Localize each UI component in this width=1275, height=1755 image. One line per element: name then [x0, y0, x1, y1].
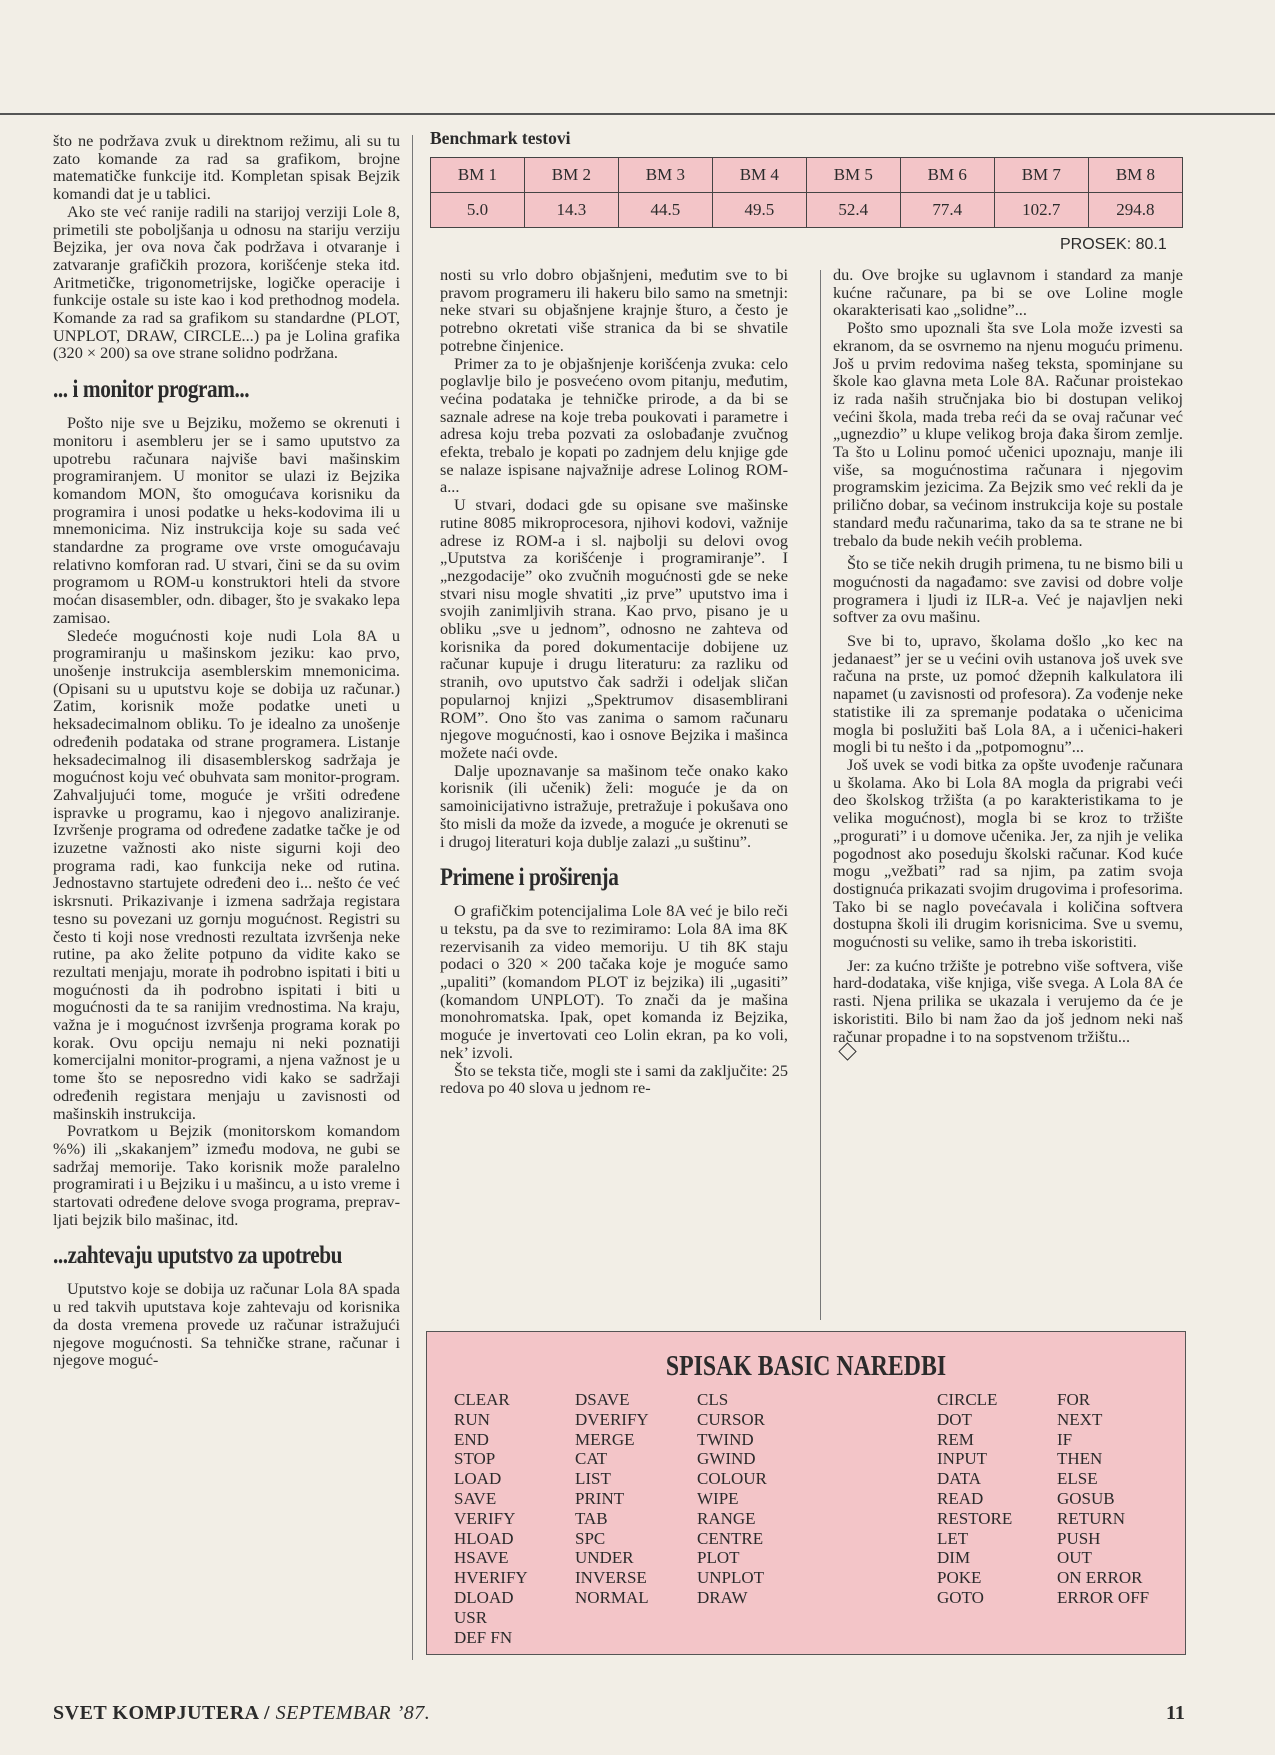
basic-command: CIRCLE [937, 1390, 998, 1409]
basic-command: INVERSE [575, 1568, 647, 1588]
basic-command: CLS [697, 1390, 729, 1409]
bm-header: BM 3 [618, 158, 712, 193]
magazine-name: SVET KOMPJUTERA / [53, 1702, 271, 1724]
paragraph: Ako ste već ranije radili na starijoj verziji Lole 8, primetili ste poboljšanja u odnosu na stariju verziju Bejzika, jer ova nova čak podržava i otvaranje i zatvaranje grafičkih prozora, korišćenje steka itd. Aritmetičke, trigonometrijske, logičke operacije i funkcije ostale su iste kao i kod prethodnog modela. Komande za rad sa grafikom su standardne (PLOT, UNPLOT, DRAW, CIRCLE...) pa je Lolina grafika (320 × 200) sa ove strane solidno podržana. [53, 201, 400, 363]
basic-command: HSAVE [454, 1548, 509, 1568]
column-rule [820, 270, 821, 1320]
article-column-2 [440, 266, 788, 1097]
basic-command: READ [937, 1488, 984, 1508]
paragraph: Što se teksta tiče, mogli ste i sami da zaključite: 25 redova po 40 slova u jednom re- [440, 1060, 788, 1098]
bm-value: 49.5 [712, 193, 806, 228]
basic-command: ELSE [1057, 1469, 1098, 1489]
section-heading: ...zahtevaju uputstvo za upotrebu [53, 1242, 343, 1270]
basic-command: ERROR OFF [1057, 1587, 1150, 1607]
basic-command: MERGE [575, 1429, 635, 1449]
basic-command: CENTRE [697, 1528, 764, 1548]
end-mark-icon [838, 1043, 856, 1061]
paragraph: U stvari, dodaci gde su opisane sve mašinske rutine 8085 mikroprocesora, njihovi kodovi, važnije adrese iz ROM-a i sl. najbolji su delovi ovog „Uputstva za korišćenje i programiranje”. I „nezgodacije” oko zvučnih mogućnosti gde se neke stvari nisu mogle shvatiti „iz prve” uputstvo ima i svojih zanimljivih strana. Kao prvo, pisano je u obliku „sve u jednom”, odnosno ne zahteva od korisnika da pored dokumentacije dobijene uz računar kupuje i drugu literaturu: za razliku od stranih, ovo uputstvo čak sadrži i odeljak sličan popularnoj knjizi „Spektrumov disasemblirani ROM”. Ono što vas zanima o samom računaru njegove mogućnosti, kao i osnove Bejzika i mašinca možete naći ovde. [440, 495, 788, 762]
column-rule [412, 135, 413, 1660]
paragraph: nosti su vrlo dobro objašnjeni, međutim sve to bi pravom programeru ili hakeru bilo samo na smetnji: neke stvari su objašnjene krajnje šturo, a često je potrebno okretati više stranica da bi se shvatile potrebne činjenice. [440, 265, 788, 355]
bm-header: BM 7 [994, 158, 1088, 193]
bm-value: 77.4 [900, 193, 994, 228]
section-heading: Primene i proširenja [440, 864, 619, 892]
benchmark-header-row [431, 158, 1183, 193]
paragraph: Sve bi to, upravo, školama došlo „ko kec na jedanaest” jer se u većini ovih ustanova još uvek sve računa na prste, uz pomoć džepnih kalkulatora ili napamet (u zavisnosti od profesora). Za vođenje neke statistike ili za spremanje podataka o učenicima mogla bi poslužiti baš Lola 8A, a i učenici-hakeri mogli bi tu nešto i da „potpomognu”... [833, 631, 1183, 757]
paragraph: du. Ove brojke su uglavnom i standard za manje kućne računare, pa bi se ove Loline mogle okarakterisati kao „solidne”... [833, 265, 1183, 320]
benchmark-title: Benchmark testovi [430, 128, 571, 148]
basic-column-4 [937, 1390, 1012, 1608]
basic-command: DVERIFY [575, 1409, 649, 1429]
benchmark-table [430, 157, 1183, 228]
basic-command: CURSOR [697, 1409, 766, 1429]
bm-value: 52.4 [806, 193, 900, 228]
basic-command: PRINT [575, 1488, 625, 1508]
bm-header: BM 5 [806, 158, 900, 193]
bm-value: 294.8 [1088, 193, 1182, 228]
basic-command: IF [1057, 1429, 1073, 1449]
section-heading: ... i monitor program... [53, 376, 250, 404]
basic-command: DEF FN [454, 1627, 513, 1647]
paragraph: Dalje upoznavanje sa mašinom teče onako kako korisnik (ili učenik) želi: moguće je da on samoinicijativno istražuje, pretražuje i pokušava ono što misli da može da izvede, a moguće je okrenuti se i drugoj literaturi koja dublje zalazi „u suštinu”. [440, 760, 788, 851]
basic-command: ON ERROR [1057, 1568, 1143, 1588]
basic-column-3 [697, 1390, 767, 1608]
basic-command: RETURN [1057, 1508, 1125, 1528]
basic-command: LOAD [454, 1469, 502, 1489]
basic-command: NEXT [1057, 1409, 1103, 1429]
issue-date: SEPTEMBAR ’87. [275, 1702, 431, 1724]
paragraph: O grafičkim potencijalima Lole 8A već je bilo reči u tekstu, pa da sve to rezimiramo: Lola 8A ima 8K rezervisanih za video memoriju. U tih 8K staju podaci o 320 × 200 tačaka koje je moguće samo „upaliti” (komandom PLOT iz bejzika) ili „ugasiti” (komandom UNPLOT). To znači da je mašina monohromatska. Ipak, opet komanda iz Bejzika, moguće je invertovati ceo Lolin ekran, pa ko voli, nek’ izvoli. [440, 901, 788, 1062]
basic-command: WIPE [697, 1488, 739, 1508]
footer-magazine [53, 1702, 430, 1725]
paragraph: Sledeće mogućnosti koje nudi Lola 8A u programiranju u mašinskom jeziku: kao prvo, unošenje instrukcija asemblerskim mnemonicima. (Opisani su u uputstvu koje se dobija uz računar.) Zatim, korisnik može podatke uneti u heksadecimalnom obliku. To je idealno za unošenje određenih podataka od strane programera. Listanje heksadecimalnog ili disasemblerskog sadržaja je mogućnost koju već obuhvata sam monitor-program. Zahvaljujući tome, moguće je vršiti određene ispravke u programu, kao i njegovo analiziranje. Izvršenje programa od određene zadatke tačke je od izuzetne važnosti ako niste sigurni koji deo programa radi, kao funkcija neke od rutina. Jednostavno startujete određeni deo i... nešto će već iskrsnuti. Prikazivanje i izmena sadržaja registara tesno su povezani uz gornju mogućnost. Registri su često ti koji nose vrednosti rezultata izvršenja neke rutine, pa ako želite potpuno da vidite kako se rezultati menjaju, morate ih podrobno ispitati i biti u mogućnosti da ih podrobno ispitati i biti u mogućnosti da te sa ranijim vrednostima. Na kraju, važna je i mogućnost izvršenja programa korak po korak. Ovu opciju nemaju ni neki poznatiji komercijalni monitor-programi, a njena važnost je u tome što se neposredno vidi kako se sadržaji određenih registara menjaju u zavisnosti od mašinskih instrukcija. [53, 625, 400, 1123]
basic-command: OUT [1057, 1548, 1092, 1568]
basic-command: NORMAL [575, 1587, 649, 1607]
paragraph: Povratkom u Bejzik (monitorskom komandom %%) ili „skakanjem” između modova, ne gubi se sadržaj memorije. Tako korisnik može paralelno programirati i u Bejziku i u mašincu, a u isto vreme i startovati određene delove svoga programa, prepravljati bejzik bilo mašinac, itd. [53, 1121, 400, 1229]
basic-command: DSAVE [575, 1390, 630, 1409]
basic-command: LIST [575, 1469, 611, 1489]
paragraph: Pošto smo upoznali šta sve Lola može izvesti sa ekranom, da se osvrnemo na njenu moguću primenu. Još u prvim redovima našeg teksta, spominjane su škole kao glavna meta Lole 8A. Računar proistekao iz rada naših stručnjaka bio bi dostupan velikoj većini škola, mada treba reći da se ovaj računar već „ugnezdio” u klupe velikog broja đaka širom zemlje. Ta što u Lolinu pomoć učenici upoznaju, manje ili više, sa mogućnostima računara i njegovim programskim jezicima. Za Bejzik smo već rekli da je prilično dobar, sa većinom instrukcija koje su postale standard među računarima, tako da sa te strane ne bi trebalo da bude nekih većih problema. [833, 318, 1183, 550]
basic-command: TWIND [697, 1429, 754, 1449]
basic-command: UNPLOT [697, 1568, 765, 1588]
basic-command: POKE [937, 1568, 982, 1588]
basic-command: RESTORE [937, 1508, 1013, 1528]
basic-command: STOP [454, 1449, 496, 1469]
bm-header: BM 2 [524, 158, 618, 193]
basic-command: USR [454, 1607, 488, 1627]
basic-command: COLOUR [697, 1469, 767, 1489]
bm-header: BM 1 [431, 158, 525, 193]
paragraph: Jer: za kućno tržište je potrebno više softvera, više hard-dodataka, više knjiga, više svega. A Lola 8A će rasti. Njena prilika se ukazala i verujemo da će je iskoristiti. Bilo bi nam žao da još jednom neki naš računar propadne i to na sopstvenom tržištu... [833, 955, 1183, 1046]
bm-header: BM 8 [1088, 158, 1182, 193]
basic-column-2 [575, 1390, 649, 1608]
page-number: 11 [1166, 1702, 1185, 1724]
basic-command: DOT [937, 1409, 972, 1429]
basic-command: REM [937, 1429, 974, 1449]
benchmark-average: PROSEK: 80.1 [1060, 236, 1167, 253]
basic-command: PLOT [697, 1548, 740, 1568]
basic-command: DIM [937, 1548, 971, 1568]
basic-command: THEN [1057, 1449, 1103, 1469]
basic-command: LET [937, 1528, 969, 1548]
bm-header: BM 4 [712, 158, 806, 193]
basic-command: DRAW [697, 1587, 748, 1607]
bm-value: 14.3 [524, 193, 618, 228]
basic-command: GOTO [937, 1587, 984, 1607]
basic-command: HVERIFY [454, 1568, 528, 1588]
basic-command: GWIND [697, 1449, 756, 1469]
top-rule [0, 113, 1275, 115]
basic-command: SAVE [454, 1488, 497, 1508]
basic-command: SPC [575, 1528, 606, 1548]
basic-column-1 [454, 1390, 528, 1647]
basic-command: RUN [454, 1409, 490, 1429]
article-column-1 [53, 132, 400, 1369]
basic-command: HLOAD [454, 1528, 514, 1548]
paragraph: Uputstvo koje se dobija uz računar Lola 8A spada u red takvih uputstava koje zahtevaju od korisnika da dosta vremena provede uz računar istražujući njegove mogućnosti. Sa tehničke strane, računar i njegove moguć- [53, 1279, 400, 1370]
basic-command: GOSUB [1057, 1488, 1115, 1508]
basic-column-5 [1057, 1390, 1149, 1608]
basic-commands-title: SPISAK BASIC NAREDBI [665, 1350, 947, 1382]
basic-command: CAT [575, 1449, 608, 1469]
bm-value: 44.5 [618, 193, 712, 228]
basic-command: TAB [575, 1508, 608, 1528]
bm-value: 102.7 [994, 193, 1088, 228]
paragraph: Još uvek se vodi bitka za opšte uvođenje računara u školama. Ako bi Lola 8A mogla da prigrabi veći deo školskog tržišta (a po karakteristikama to je velika mogućnost), mogla bi se kroz to tržište „progurati” i u domove učenika. Jer, za njih je velika pogodnost ako poseduju školski računar. Kod kuće mogu „vežbati” rad sa njim, pa zatim svoja dostignuća prikazati svojim drugovima i profesorima. Tako bi se naglo povećavala i količina softvera dostupna školi ili drugim korisnicima. Sve u svemu, mogućnosti su velike, samo ih treba iskoristiti. [833, 754, 1183, 952]
paragraph: Primer za to je objašnjenje korišćenja zvuka: celo poglavlje bilo je posvećeno ovom pitanju, međutim, većina podataka je tehničke prirode, a da bi se saznale adrese na koje treba poukovati i parametre i adresa koju treba pozvati za oslobađanje zvučnog efekta, trebalo je kopati po zadnjem delu knjige gde se nalaze ispisane najvažnije adrese Lolinog ROM-a... [440, 353, 788, 497]
paragraph: Što se tiče nekih drugih primena, tu ne bismo bili u mogućnosti da nagađamo: sve zavisi od dobre volje programera i ljudi iz ILR-a. Već je najavljen neki softver za ovu mašinu. [833, 554, 1183, 627]
paragraph: što ne podržava zvuk u direktnom režimu, ali su tu zato komande za rad sa grafikom, brojne matematičke funkcije itd. Kompletan spisak Bejzik komandi dat je u tablici. [53, 131, 400, 204]
basic-command: RANGE [697, 1508, 756, 1528]
bm-value: 5.0 [431, 193, 525, 228]
bm-header: BM 6 [900, 158, 994, 193]
basic-commands-box [426, 1331, 1186, 1655]
basic-command: PUSH [1057, 1528, 1101, 1548]
benchmark-value-row [431, 193, 1183, 228]
basic-command: INPUT [937, 1449, 988, 1469]
basic-command: FOR [1057, 1390, 1091, 1409]
basic-command: DATA [937, 1469, 981, 1489]
basic-command: DLOAD [454, 1587, 514, 1607]
basic-command: VERIFY [454, 1508, 516, 1528]
article-column-3 [833, 266, 1183, 1063]
basic-command: END [454, 1429, 489, 1449]
basic-command: CLEAR [454, 1390, 510, 1409]
basic-command: UNDER [575, 1548, 634, 1568]
paragraph: Pošto nije sve u Bejziku, možemo se okrenuti i monitoru i asembleru jer se i samo uputstvo za upotrebu računara najviše bavi mašinskim programiranjem. U monitor se ulazi iz Bejzika komandom MON, što omogućava korisniku da programira i unosi podatke u heks-kodovima ili u mnemonicima. Niz instrukcija koje su sada već standardne za programe ove vrste omogućavaju relativno komforan rad. U stvari, čini se da su ovim programom u ROM-u konstruktori hteli da stvore moćan disasembler, odn. dibager, što je svakako lepa zamisao. [53, 413, 400, 627]
